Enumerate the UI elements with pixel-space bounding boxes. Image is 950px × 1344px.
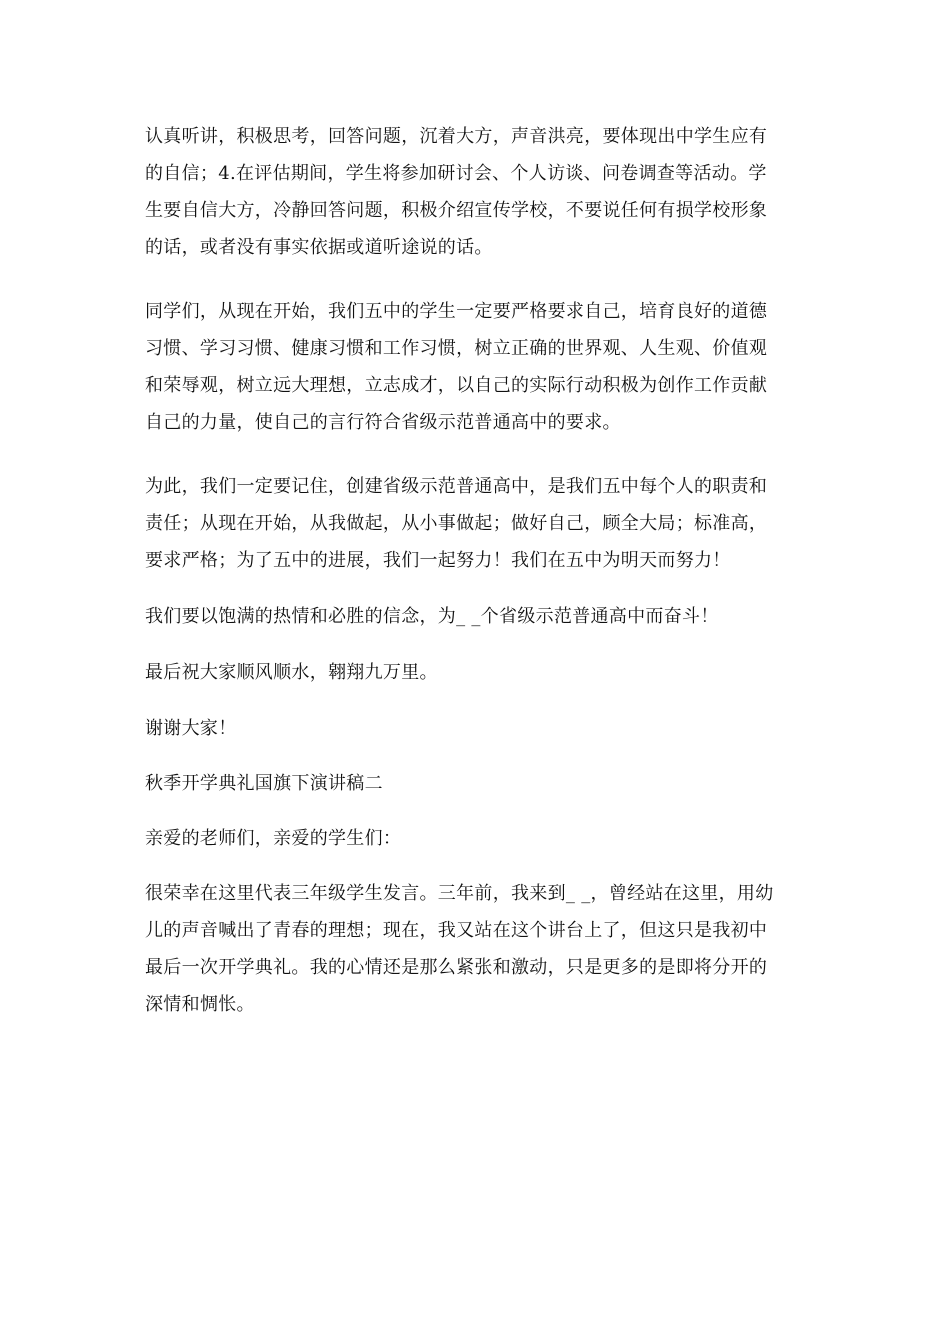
paragraph-speech-opening: [145, 875, 810, 1023]
document-body: [145, 118, 810, 1023]
paragraph-greeting: [145, 820, 810, 857]
text-line: 生要自信大方，冷静回答问题，积极介绍宣传学校，不要说任何有损学校形象: [145, 200, 768, 221]
text-line: 最后祝大家顺风顺水，翱翔九万里。: [145, 662, 438, 683]
paragraph-wishes: [145, 654, 810, 691]
text-line: 的自信；4.在评估期间，学生将参加研讨会、个人访谈、问卷调查等活动。学: [145, 163, 767, 184]
text-line: 谢谢大家！: [145, 718, 237, 739]
text-line: 同学们，从现在开始，我们五中的学生一定要严格要求自己，培育良好的道德: [145, 301, 768, 322]
text-line: 的话，或者没有事实依据或道听途说的话。: [145, 237, 493, 258]
paragraph-student-habits: [145, 293, 810, 441]
text-line: 习惯、学习习惯、健康习惯和工作习惯，树立正确的世界观、人生观、价值观: [145, 338, 768, 359]
text-line: 要求严格；为了五中的进展，我们一起努力！我们在五中为明天而努力！: [145, 550, 731, 571]
text-line: 和荣辱观，树立远大理想，立志成才，以自己的实际行动积极为创作工作贡献: [145, 375, 768, 396]
text-line: 为此，我们一定要记住，创建省级示范普通高中，是我们五中每个人的职责和: [145, 476, 768, 497]
text-line: 深情和惆怅。: [145, 994, 255, 1015]
text-line: 很荣幸在这里代表三年级学生发言。三年前，我来到_ _，曾经站在这里，用幼: [145, 883, 774, 904]
text-line: 亲爱的老师们，亲爱的学生们：: [145, 828, 402, 849]
text-line: 认真听讲，积极思考，回答问题，沉着大方，声音洪亮，要体现出中学生应有: [145, 126, 768, 147]
text-line: 儿的声音喊出了青春的理想；现在，我又站在这个讲台上了，但这只是我初中: [145, 920, 768, 941]
text-line: 我们要以饱满的热情和必胜的信念，为_ _个省级示范普通高中而奋斗！: [145, 606, 719, 627]
text-line: 最后一次开学典礼。我的心情还是那么紧张和激动，只是更多的是即将分开的: [145, 957, 768, 978]
text-line: 责任；从现在开始，从我做起，从小事做起；做好自己，顾全大局；标准高，: [145, 513, 768, 534]
paragraph-passion: [145, 598, 810, 635]
paragraph-evaluation-conduct: [145, 118, 810, 266]
paragraph-responsibility: [145, 468, 810, 579]
text-line: 秋季开学典礼国旗下演讲稿二: [145, 773, 383, 794]
section-title: [145, 765, 810, 802]
paragraph-thanks: [145, 710, 810, 747]
text-line: 自己的力量，使自己的言行符合省级示范普通高中的要求。: [145, 412, 621, 433]
